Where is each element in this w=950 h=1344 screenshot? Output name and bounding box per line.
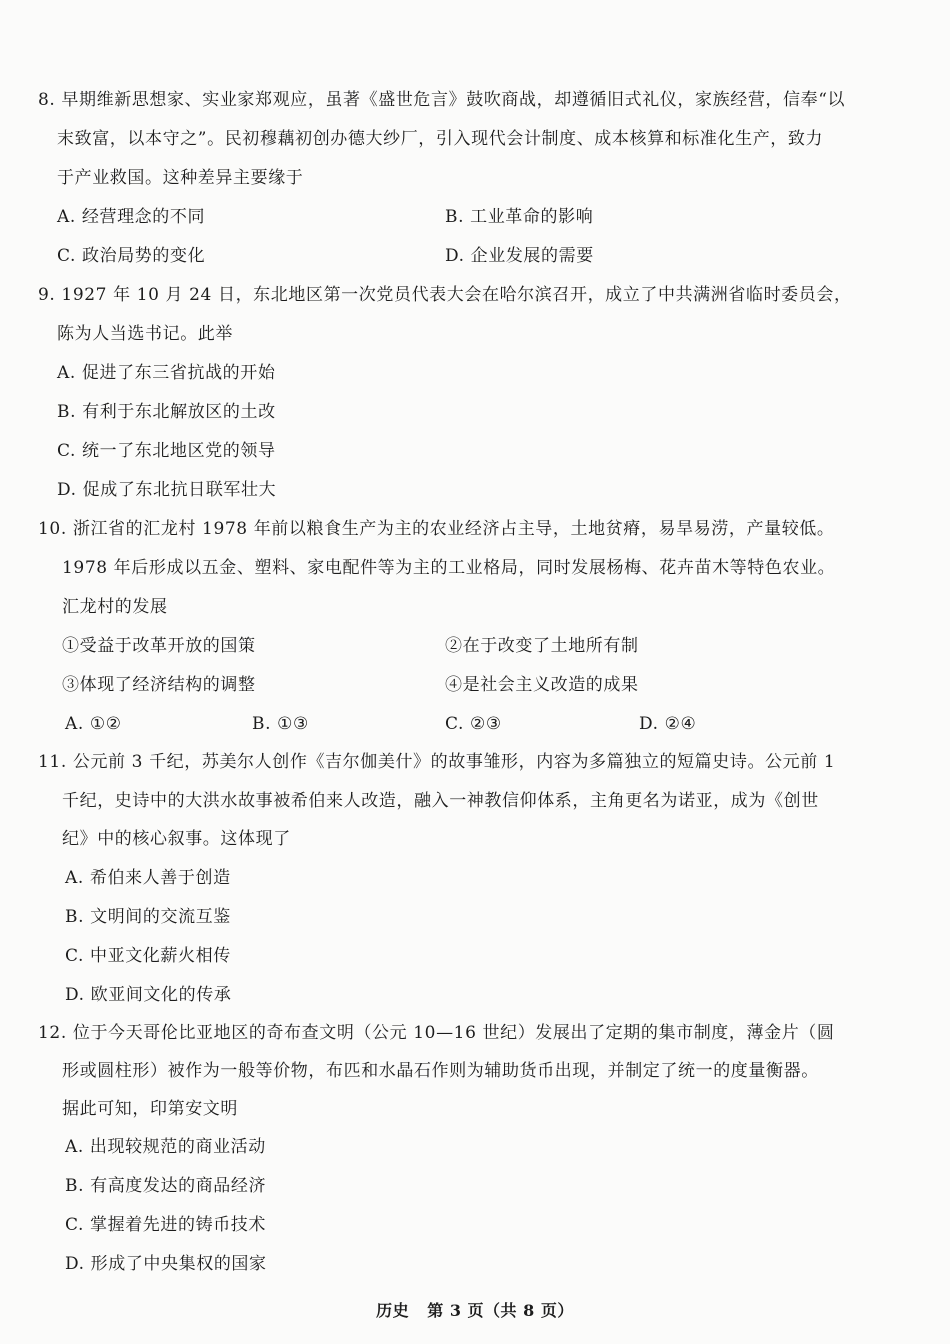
question-11-text-line-2: 千纪，史诗中的大洪水故事被希伯来人改造，融入一神教信仰体系，主角更名为诺亚，成为《创世 xyxy=(62,791,819,811)
question-8-option-a: A. 经营理念的不同 xyxy=(57,207,206,227)
question-12-text-line-1: 12. 位于今天哥伦比亚地区的奇布查文明（公元 10—16 世纪）发展出了定期的集市制度，薄金片（圆 xyxy=(38,1023,835,1043)
question-10-text-line-1: 10. 浙江省的汇龙村 1978 年前以粮食生产为主的农业经济占主导，土地贫瘠，易旱易涝，产量较低。 xyxy=(38,519,835,539)
question-10-text-line-2: 1978 年后形成以五金、塑料、家电配件等为主的工业格局，同时发展杨梅、花卉苗木等特色农业。 xyxy=(62,558,836,578)
question-12-text-line-2: 形或圆柱形）被作为一般等价物，布匹和水晶石作则为辅助货币出现，并制定了统一的度量衡器。 xyxy=(62,1061,819,1081)
question-10-option-c: C. ②③ xyxy=(445,714,502,734)
question-10-option-a: A. ①② xyxy=(65,714,122,734)
question-9-option-c: C. 统一了东北地区党的领导 xyxy=(57,441,276,461)
question-10-text-line-3: 汇龙村的发展 xyxy=(62,597,168,617)
question-10-statement-2: ②在于改变了土地所有制 xyxy=(445,636,639,656)
footer-subject: 历史 xyxy=(376,1301,410,1320)
question-9-text-line-2: 陈为人当选书记。此举 xyxy=(57,324,233,344)
question-9-option-b: B. 有利于东北解放区的土改 xyxy=(57,402,276,422)
question-10-option-d: D. ②④ xyxy=(639,714,697,734)
question-12-option-a: A. 出现较规范的商业活动 xyxy=(65,1137,266,1157)
question-11-text-line-3: 纪》中的核心叙事。这体现了 xyxy=(62,829,291,849)
question-8-option-d: D. 企业发展的需要 xyxy=(445,246,594,266)
question-12-option-b: B. 有高度发达的商品经济 xyxy=(65,1176,267,1196)
question-8-text-line-3: 于产业救国。这种差异主要缘于 xyxy=(57,168,304,188)
question-11-option-d: D. 欧亚间文化的传承 xyxy=(65,985,232,1005)
question-11-text-line-1: 11. 公元前 3 千纪，苏美尔人创作《吉尔伽美什》的故事雏形，内容为多篇独立的短篇史诗。公元前 1 xyxy=(38,752,836,772)
footer-page-number: 第 3 页（共 8 页） xyxy=(427,1301,574,1320)
page-footer xyxy=(0,1298,950,1321)
question-9-text-line-1: 9. 1927 年 10 月 24 日，东北地区第一次党员代表大会在哈尔滨召开，成立了中共满洲省临时委员会， xyxy=(38,285,852,305)
question-8-text-line-2: 末致富，以本守之”。民初穆藕初创办德大纱厂，引入现代会计制度、成本核算和标准化生产，致力 xyxy=(57,129,824,149)
question-10-statement-1: ①受益于改革开放的国策 xyxy=(62,636,256,656)
question-8-option-c: C. 政治局势的变化 xyxy=(57,246,206,266)
question-10-statement-4: ④是社会主义改造的成果 xyxy=(445,675,639,695)
question-9-option-a: A. 促进了东三省抗战的开始 xyxy=(57,363,276,383)
question-12-option-c: C. 掌握着先进的铸币技术 xyxy=(65,1215,267,1235)
question-8-text-line-1: 8. 早期维新思想家、实业家郑观应，虽著《盛世危言》鼓吹商战，却遵循旧式礼仪，家族经营，信奉“以 xyxy=(38,90,846,110)
question-10-statement-3: ③体现了经济结构的调整 xyxy=(62,675,256,695)
question-10-option-b: B. ①③ xyxy=(252,714,309,734)
question-11-option-b: B. 文明间的交流互鉴 xyxy=(65,907,231,927)
question-12-text-line-3: 据此可知，印第安文明 xyxy=(62,1099,238,1119)
question-11-option-c: C. 中亚文化薪火相传 xyxy=(65,946,231,966)
question-9-option-d: D. 促成了东北抗日联军壮大 xyxy=(57,480,277,500)
question-8-option-b: B. 工业革命的影响 xyxy=(445,207,594,227)
question-11-option-a: A. 希伯来人善于创造 xyxy=(65,868,231,888)
question-12-option-d: D. 形成了中央集权的国家 xyxy=(65,1254,267,1274)
